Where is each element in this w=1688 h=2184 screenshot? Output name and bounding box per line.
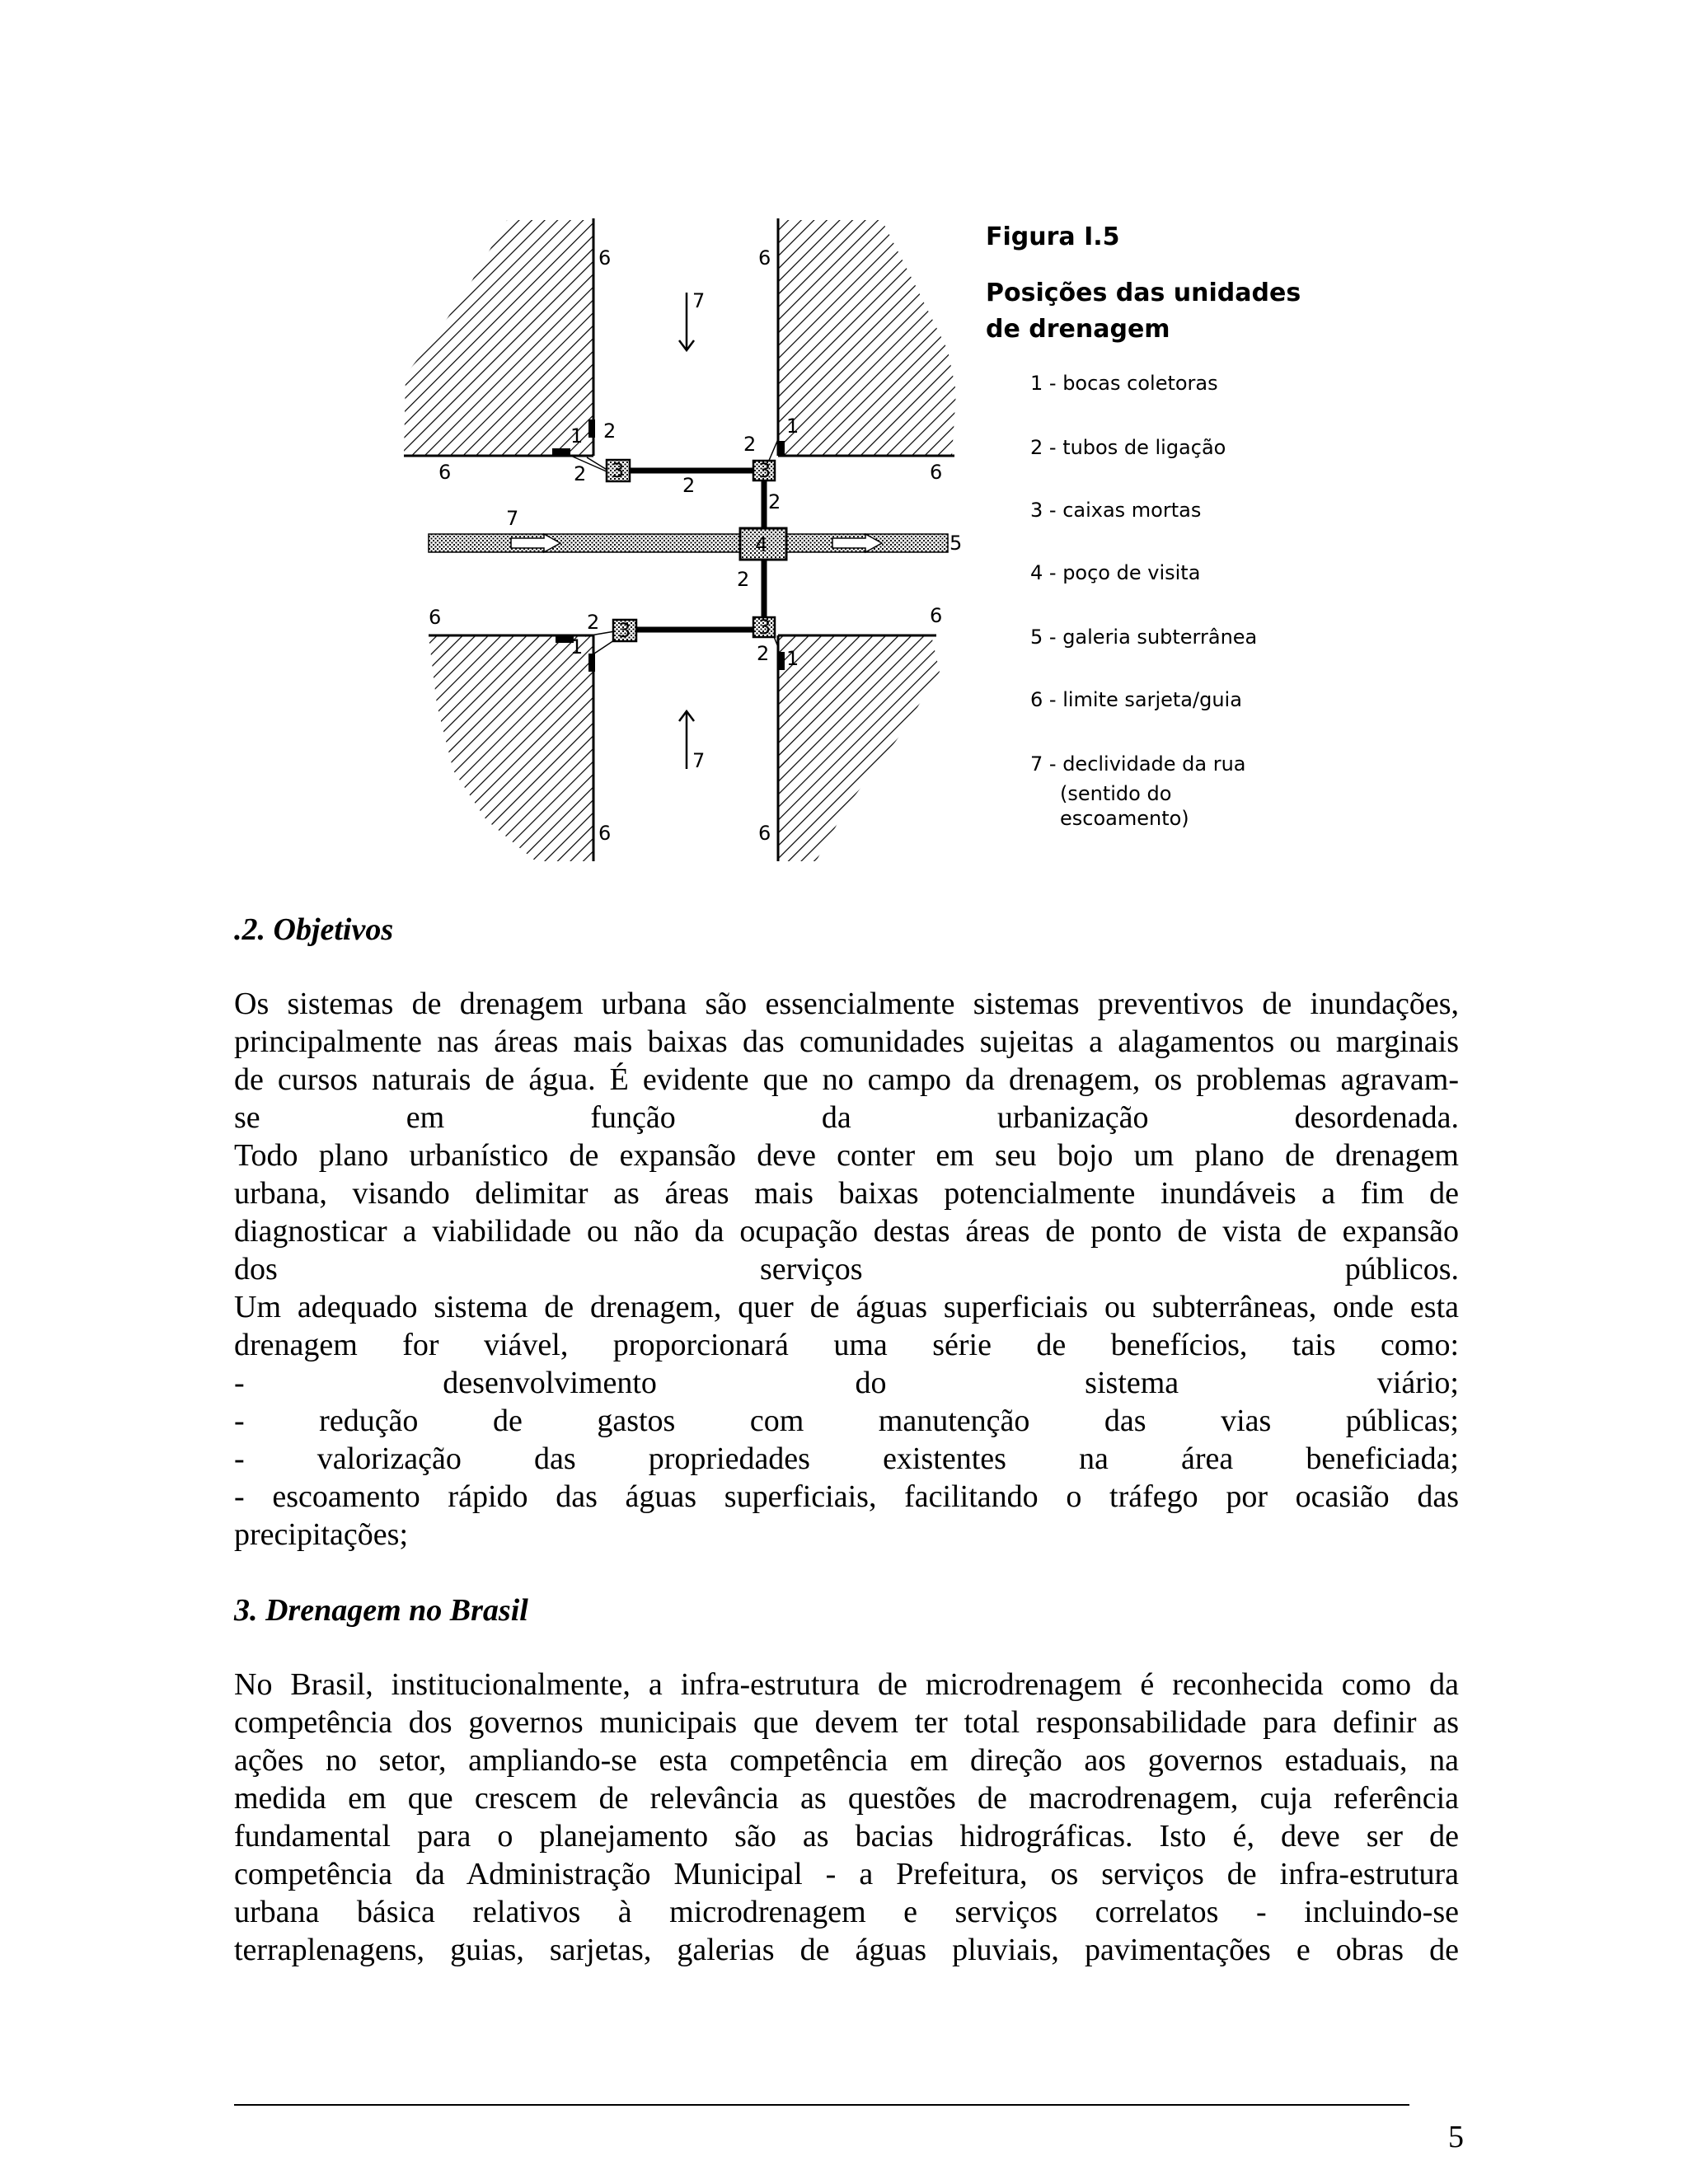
legend-note: escoamento)	[1060, 807, 1189, 830]
drainage-diagram	[387, 210, 1302, 865]
list-item: - valorização das propriedades existentes na área beneficiada;	[234, 1441, 1459, 1476]
list-item: - redução de gastos com manutenção das vias públicas;	[234, 1404, 1459, 1438]
list-item: - escoamento rápido das águas superficiais, facilitando o tráfego por ocasião das	[234, 1479, 1459, 1514]
label-6: 6	[930, 461, 943, 484]
label-3: 3	[758, 459, 771, 482]
label-2: 2	[603, 419, 617, 443]
section-heading-objetivos: .2. Objetivos	[234, 912, 394, 947]
label-1: 1	[786, 415, 799, 438]
figure-subtitle: Posições das unidades	[986, 279, 1301, 307]
label-3: 3	[618, 619, 631, 642]
label-2: 2	[737, 568, 750, 591]
legend-note: (sentido do	[1060, 782, 1172, 805]
text-line: de cursos naturais de água. É evidente que no campo da drenagem, os problemas agravam-	[234, 1062, 1459, 1097]
text-line: ações no setor, ampliando-se esta competência em direção aos governos estaduais, na	[234, 1743, 1459, 1778]
legend-item: 7 - declividade da rua	[1030, 752, 1246, 776]
label-1: 1	[570, 635, 584, 658]
label-7: 7	[506, 507, 519, 530]
text-line: terraplenagens, guias, sarjetas, galerias de águas pluviais, pavimentações e obras de	[234, 1933, 1459, 1967]
section-objetivos-text	[234, 985, 1459, 1554]
legend-item: 4 - poço de visita	[1030, 561, 1201, 584]
label-2: 2	[574, 462, 587, 485]
block-bottom-left	[429, 635, 593, 861]
label-6: 6	[758, 822, 771, 845]
label-2: 2	[757, 642, 770, 665]
text-line: urbana, visando delimitar as áreas mais baixas potencialmente inundáveis a fim de	[234, 1176, 1459, 1211]
label-6: 6	[598, 246, 612, 269]
text-line: principalmente nas áreas mais baixas das comunidades sujeitas a alagamentos ou marginais	[234, 1024, 1459, 1059]
drainage-figure	[387, 210, 1302, 865]
block-top-left	[404, 220, 593, 456]
label-4: 4	[755, 533, 768, 556]
text-line: competência da Administração Municipal - a Prefeitura, os serviços de infra-estrutura	[234, 1857, 1459, 1891]
label-1: 1	[786, 647, 799, 670]
legend-item: 1 - bocas coletoras	[1030, 372, 1218, 395]
label-6: 6	[930, 604, 943, 627]
page-number: 5	[1448, 2120, 1464, 2154]
figure-title: Figura I.5	[986, 223, 1120, 251]
list-item: - desenvolvimento do sistema viário;	[234, 1366, 1459, 1400]
label-6: 6	[429, 606, 442, 629]
label-6: 6	[598, 822, 612, 845]
body-text	[234, 911, 1459, 1969]
label-2: 2	[768, 490, 781, 513]
text-line: dos serviços públicos.	[234, 1252, 1459, 1286]
label-3: 3	[758, 616, 771, 639]
text-line: diagnosticar a viabilidade ou não da ocupação destas áreas de ponto de vista de expansão	[234, 1214, 1459, 1249]
label-7: 7	[692, 289, 706, 312]
label-3: 3	[612, 459, 625, 482]
footer-rule	[234, 2104, 1409, 2106]
label-7: 7	[692, 749, 706, 772]
text-line: se em função da urbanização desordenada.	[234, 1100, 1459, 1135]
figure-subtitle: de drenagem	[986, 315, 1170, 344]
text-line: Todo plano urbanístico de expansão deve conter em seu bojo um plano de drenagem	[234, 1138, 1459, 1173]
label-6: 6	[438, 461, 452, 484]
label-5: 5	[950, 532, 963, 555]
legend-item: 5 - galeria subterrânea	[1030, 626, 1258, 649]
text-line: competência dos governos municipais que devem ter total responsabilidade para definir as	[234, 1705, 1459, 1740]
text-line: fundamental para o planejamento são as bacias hidrográficas. Isto é, deve ser de	[234, 1819, 1459, 1854]
text-line: drenagem for viável, proporcionará uma série de benefícios, tais como:	[234, 1328, 1459, 1362]
slope-arrows	[679, 293, 694, 769]
legend-item: 6 - limite sarjeta/guia	[1030, 688, 1242, 711]
label-2: 2	[587, 611, 600, 634]
label-2: 2	[682, 474, 696, 497]
text-line: urbana básica relativos à microdrenagem e serviços correlatos - incluindo-se	[234, 1895, 1459, 1929]
section-heading-brasil: 3. Drenagem no Brasil	[234, 1593, 528, 1628]
label-6: 6	[758, 246, 771, 269]
text-line: Um adequado sistema de drenagem, quer de águas superficiais ou subterrâneas, onde esta	[234, 1290, 1459, 1324]
legend-item: 3 - caixas mortas	[1030, 499, 1202, 522]
list-item: precipitações;	[234, 1517, 409, 1552]
figure-legend	[986, 223, 1301, 830]
block-bottom-right	[778, 635, 940, 861]
text-line: Os sistemas de drenagem urbana são essencialmente sistemas preventivos de inundações,	[234, 987, 1459, 1021]
section-brasil-text	[234, 1666, 1459, 1969]
text-line: medida em que crescem de relevância as questões de macrodrenagem, cuja referência	[234, 1781, 1459, 1816]
block-top-right	[778, 220, 956, 456]
label-1: 1	[570, 424, 584, 448]
legend-item: 2 - tubos de ligação	[1030, 436, 1226, 459]
label-2: 2	[743, 433, 757, 456]
text-line: No Brasil, institucionalmente, a infra-estrutura de microdrenagem é reconhecida como da	[234, 1667, 1459, 1702]
